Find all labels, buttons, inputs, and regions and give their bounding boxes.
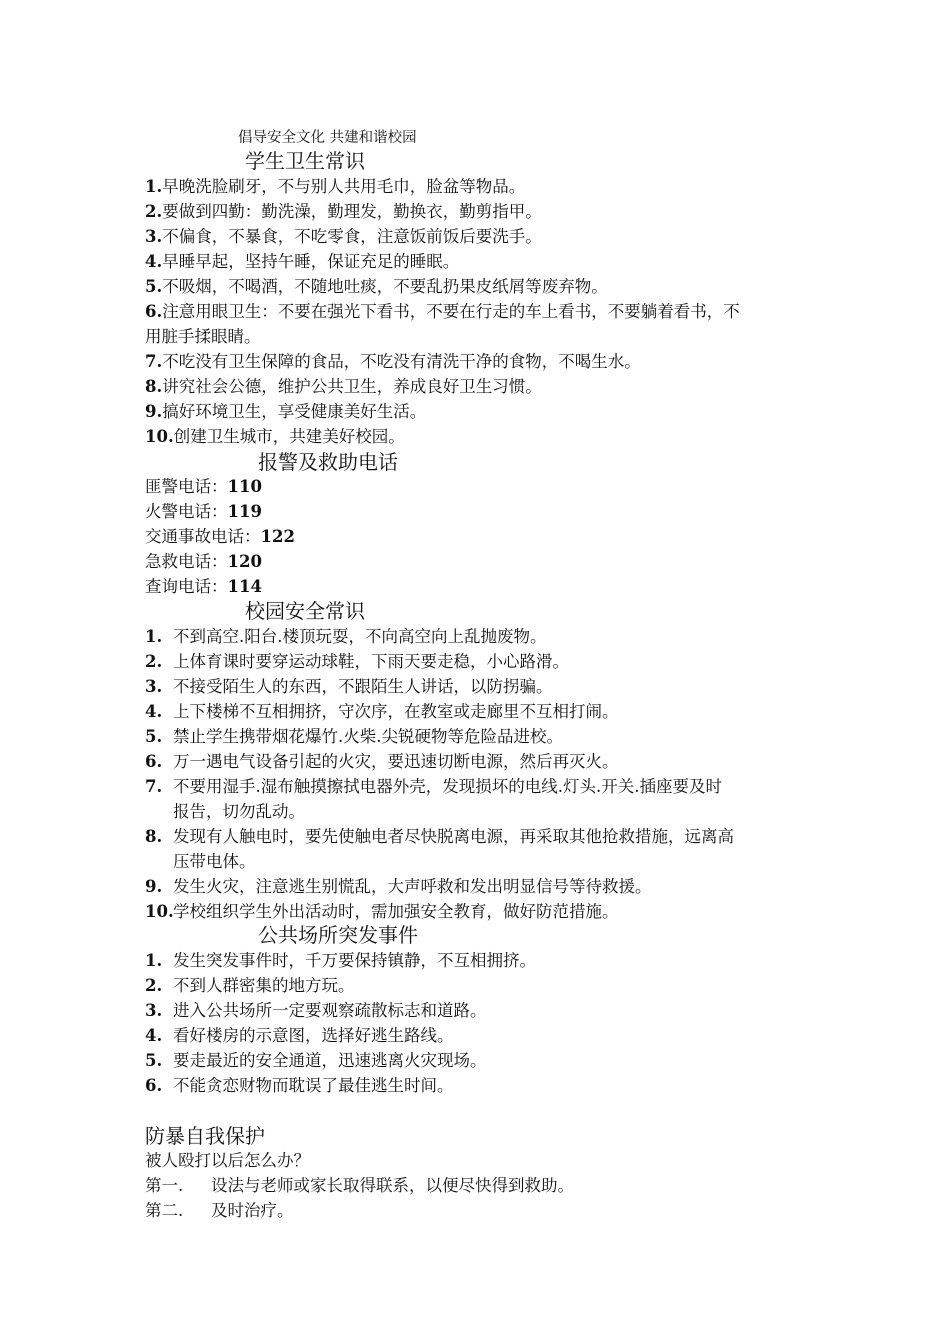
list-item: 1. 发生突发事件时，千万要保持镇静，不互相拥挤。	[145, 951, 536, 970]
list-item: 7. 不要用湿手.湿布触摸擦拭电器外壳，发现损坏的电线.灯头.开关.插座要及时	[145, 777, 722, 796]
list-item: 3.不偏食，不暴食，不吃零食，注意饭前饭后要洗手。	[145, 227, 542, 246]
list-item: 6. 不能贪恋财物而耽误了最佳逃生时间。	[145, 1076, 454, 1095]
list-item: 9. 发生火灾，注意逃生别慌乱，大声呼救和发出明显信号等待救援。	[145, 877, 652, 896]
list-item: 2. 上体育课时要穿运动球鞋，下雨天要走稳，小心路滑。	[145, 652, 569, 671]
list-item: 8. 发现有人触电时，要先使触电者尽快脱离电源，再采取其他抢救措施，远离高	[145, 827, 734, 846]
list-item: 4. 看好楼房的示意图，选择好逃生路线。	[145, 1026, 454, 1045]
list-item-continuation: 报告，切勿乱动。	[173, 802, 305, 821]
list-item: 7.不吃没有卫生保障的食品，不吃没有清洗干净的食物，不喝生水。	[145, 352, 641, 371]
phone-row: 急救电话：120	[145, 552, 262, 571]
list-item: 2. 不到人群密集的地方玩。	[145, 976, 355, 995]
section-title-emergency-numbers: 报警及救助电话	[258, 450, 398, 474]
list-item: 第二. 及时治疗。	[145, 1201, 294, 1220]
list-item: 5. 要走最近的安全通道，迅速逃离火灾现场。	[145, 1051, 487, 1070]
list-item: 5. 禁止学生携带烟花爆竹.火柴.尖锐硬物等危险品进校。	[145, 727, 563, 746]
list-item-continuation: 压带电体。	[173, 852, 256, 871]
list-item: 5.不吸烟，不喝酒，不随地吐痰，不要乱扔果皮纸屑等废弃物。	[145, 277, 608, 296]
list-item: 4. 上下楼梯不互相拥挤，守次序，在教室或走廊里不互相打闹。	[145, 702, 619, 721]
list-item: 10.创建卫生城市，共建美好校园。	[145, 427, 405, 446]
section-title-public-emergencies: 公共场所突发事件	[258, 923, 418, 947]
list-item: 1. 不到高空.阳台.楼顶玩耍，不向高空向上乱抛废物。	[145, 627, 547, 646]
list-item: 1.早晚洗脸刷牙，不与别人共用毛巾，脸盆等物品。	[145, 177, 526, 196]
list-item-continuation: 用脏手揉眼睛。	[145, 327, 261, 346]
phone-row: 查询电话：114	[145, 577, 262, 596]
document-caption: 倡导安全文化 共建和谐校园	[238, 130, 417, 146]
list-item: 6. 万一遇电气设备引起的火灾，要迅速切断电源，然后再灭火。	[145, 752, 619, 771]
list-item: 10.学校组织学生外出活动时，需加强安全教育，做好防范措施。	[145, 902, 619, 921]
section-title-self-protection: 防暴自我保护	[145, 1124, 265, 1148]
list-item: 2.要做到四勤：勤洗澡，勤理发，勤换衣，勤剪指甲。	[145, 202, 542, 221]
section-title-hygiene: 学生卫生常识	[245, 149, 365, 173]
list-item: 9.搞好环境卫生，享受健康美好生活。	[145, 402, 427, 421]
list-item: 4.早睡早起，坚持午睡，保证充足的睡眠。	[145, 252, 460, 271]
phone-row: 匪警电话：110	[145, 477, 262, 496]
phone-row: 火警电话：119	[145, 502, 262, 521]
list-item: 3. 进入公共场所一定要观察疏散标志和道路。	[145, 1001, 487, 1020]
question-line: 被人殴打以后怎么办？	[145, 1151, 310, 1170]
list-item: 8.讲究社会公德，维护公共卫生，养成良好卫生习惯。	[145, 377, 542, 396]
list-item: 6.注意用眼卫生：不要在强光下看书，不要在行走的车上看书，不要躺着看书，不	[145, 302, 740, 321]
section-title-campus-safety: 校园安全常识	[245, 599, 365, 623]
list-item: 第一. 设法与老师或家长取得联系，以便尽快得到救助。	[145, 1176, 574, 1195]
list-item: 3. 不接受陌生人的东西，不跟陌生人讲话，以防拐骗。	[145, 677, 553, 696]
phone-row: 交通事故电话：122	[145, 527, 295, 546]
